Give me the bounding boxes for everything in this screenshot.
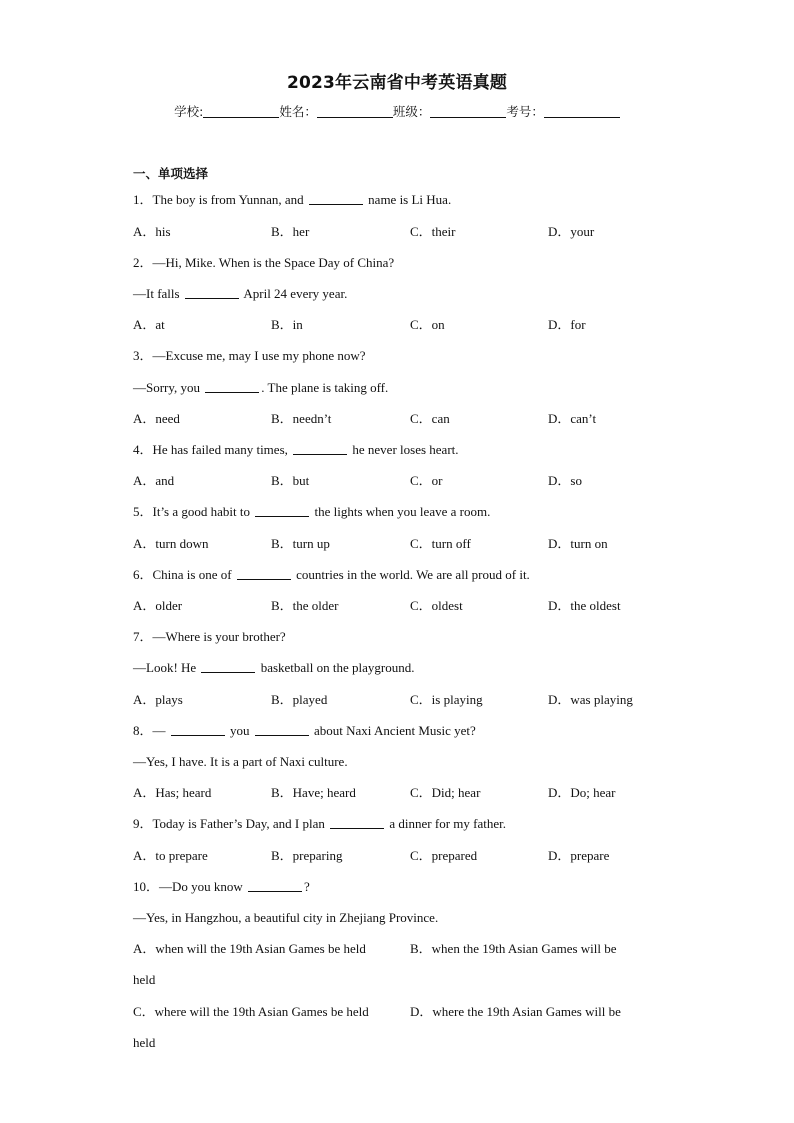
question-9-stem: 9．Today is Father’s Day, and I plan a dinner for my father.	[133, 816, 506, 831]
option-a[interactable]: A．turn down	[133, 536, 209, 551]
question-5-stem: 5．It’s a good habit to the lights when you leave a room.	[133, 504, 491, 519]
option-c[interactable]: C．Did; hear	[410, 785, 481, 800]
option-c[interactable]: C．oldest	[410, 598, 463, 613]
option-a[interactable]: A．plays	[133, 692, 183, 707]
option-a[interactable]: A．Has; heard	[133, 785, 212, 800]
question-7-line2: —Look! He basketball on the playground.	[133, 660, 415, 675]
question-8-options	[133, 783, 663, 803]
option-c[interactable]: C．is playing	[410, 692, 483, 707]
question-10-options-ab	[133, 939, 663, 959]
option-b-continuation: held	[133, 972, 156, 987]
option-d[interactable]: D．prepare	[548, 848, 610, 863]
option-d[interactable]: D．the oldest	[548, 598, 621, 613]
question-4-options	[133, 471, 663, 491]
question-3-options	[133, 409, 663, 429]
answer-blank	[185, 285, 239, 299]
option-c[interactable]: C．or	[410, 473, 443, 488]
question-6-stem: 6．China is one of countries in the world. We are all proud of it.	[133, 567, 530, 582]
option-a[interactable]: A．to prepare	[133, 848, 208, 863]
answer-blank	[293, 441, 347, 455]
answer-blank	[237, 566, 291, 580]
student-info-line	[0, 102, 794, 120]
option-a[interactable]: A．at	[133, 317, 165, 332]
option-b[interactable]: B．the older	[271, 598, 339, 613]
answer-blank	[205, 379, 259, 393]
option-b[interactable]: B．when the 19th Asian Games will be	[410, 941, 617, 956]
option-a[interactable]: A．his	[133, 224, 171, 239]
question-8-stem: 8．— you about Naxi Ancient Music yet?	[133, 723, 476, 738]
option-c[interactable]: C．on	[410, 317, 445, 332]
option-d[interactable]: D．Do; hear	[548, 785, 616, 800]
section-title: 一、单项选择	[133, 166, 209, 181]
question-8-line2: —Yes, I have. It is a part of Naxi culture.	[133, 754, 348, 769]
question-4-stem: 4．He has failed many times, he never loses heart.	[133, 442, 459, 457]
option-d-continuation: held	[133, 1035, 156, 1050]
option-d[interactable]: D．was playing	[548, 692, 633, 707]
option-d[interactable]: D．turn on	[548, 536, 608, 551]
option-a[interactable]: A．and	[133, 473, 175, 488]
option-d[interactable]: D．your	[548, 224, 595, 239]
option-a[interactable]: A．when will the 19th Asian Games be held	[133, 941, 366, 956]
question-10-options-cd	[133, 1002, 663, 1022]
name-label: 姓名：	[279, 104, 317, 119]
class-field[interactable]	[430, 104, 506, 118]
question-5-options	[133, 534, 663, 554]
question-6-options	[133, 596, 663, 616]
question-2-line2: —It falls April 24 every year.	[133, 286, 348, 301]
school-label: 学校:	[174, 104, 204, 119]
question-3-line2: —Sorry, you . The plane is taking off.	[133, 380, 389, 395]
option-c[interactable]: C．turn off	[410, 536, 471, 551]
question-9-options	[133, 846, 663, 866]
question-10-line2: —Yes, in Hangzhou, a beautiful city in Zhejiang Province.	[133, 910, 439, 925]
option-b[interactable]: B．in	[271, 317, 303, 332]
name-field[interactable]	[317, 104, 393, 118]
question-1-stem: 1．The boy is from Yunnan, and name is Li Hua.	[133, 192, 452, 207]
question-7-stem: 7．—Where is your brother?	[133, 629, 286, 644]
option-d[interactable]: D．for	[548, 317, 586, 332]
option-b[interactable]: B．preparing	[271, 848, 343, 863]
question-3-stem: 3．—Excuse me, may I use my phone now?	[133, 348, 366, 363]
option-c[interactable]: C．their	[410, 224, 456, 239]
question-10-stem: 10．—Do you know ?	[133, 879, 310, 894]
option-b[interactable]: B．needn’t	[271, 411, 332, 426]
number-label: 考号：	[506, 104, 544, 119]
question-1-options	[133, 222, 663, 242]
option-b[interactable]: B．turn up	[271, 536, 330, 551]
option-b[interactable]: B．but	[271, 473, 310, 488]
answer-blank	[201, 659, 255, 673]
answer-blank	[171, 722, 225, 736]
school-field[interactable]	[203, 104, 279, 118]
answer-blank	[255, 722, 309, 736]
option-b[interactable]: B．played	[271, 692, 328, 707]
option-a[interactable]: A．need	[133, 411, 180, 426]
question-2-options	[133, 315, 663, 335]
option-b[interactable]: B．her	[271, 224, 310, 239]
option-d[interactable]: D．can’t	[548, 411, 597, 426]
answer-blank	[309, 191, 363, 205]
number-field[interactable]	[544, 104, 620, 118]
option-a[interactable]: A．older	[133, 598, 183, 613]
option-c[interactable]: C．where will the 19th Asian Games be held	[133, 1004, 369, 1019]
option-b[interactable]: B．Have; heard	[271, 785, 356, 800]
question-2-stem: 2．—Hi, Mike. When is the Space Day of China?	[133, 255, 395, 270]
class-label: 班级：	[392, 104, 431, 119]
option-d[interactable]: D．so	[548, 473, 582, 488]
option-c[interactable]: C．can	[410, 411, 450, 426]
answer-blank	[255, 503, 309, 517]
answer-blank	[330, 815, 384, 829]
option-c[interactable]: C．prepared	[410, 848, 478, 863]
answer-blank	[248, 878, 302, 892]
option-d[interactable]: D．where the 19th Asian Games will be	[410, 1004, 621, 1019]
question-7-options	[133, 690, 663, 710]
page-title: 2023年云南省中考英语真题	[286, 73, 508, 93]
